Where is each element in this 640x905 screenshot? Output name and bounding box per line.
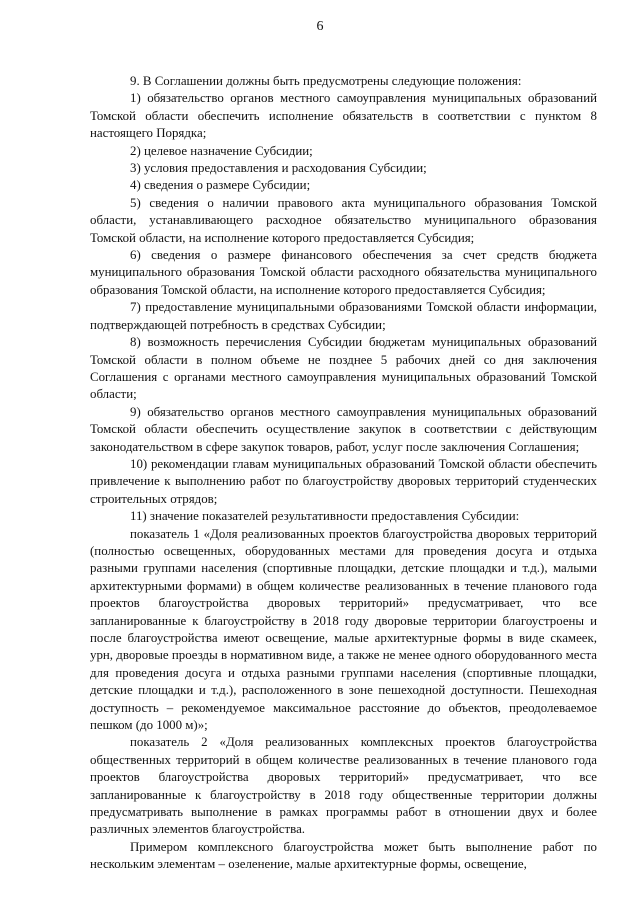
paragraph-item-8: 8) возможность перечисления Субсидии бюджетам муниципальных образований Томской области в полном объеме не позднее 5 рабочих дней со дня заключения Соглашения с органами местного самоуправления муниципальных образований Томской области; xyxy=(90,335,597,402)
paragraph-item-7: 7) предоставление муниципальными образованиями Томской области информации, подтверждающей потребность в средствах Субсидии; xyxy=(90,300,597,332)
page-number: 6 xyxy=(316,19,324,34)
paragraph-indicator-1: показатель 1 «Доля реализованных проектов благоустройства дворовых территорий (полностью освещенных, оборудованных местами для проведения досуга и отдыха разными группами населения (спортивные площадки, детские площадки и т.д.), малыми архитектурными формами) в общем количестве реализованных в течение планового года проектов благоустройства дворовых территорий» предусматривает, что все запланированные к благоустройству в 2018 году дворовые территории благоустроены и после благоустройства имеют освещение, малые архитектурные формы в виде скамеек, урн, дворовые проезды в нормативном виде, а также не менее одного оборудованного места для проведения досуга и отдыха разными группами населения (спортивные площадки, детские площадки и т.д.), расположенного в зоне пешеходной доступности. Пешеходная доступность – рекомендуемое максимальное расстояние до объектов, преодолеваемое пешком (до 1000 м)»; xyxy=(90,526,597,733)
paragraph-item-6: 6) сведения о размере финансового обеспечения за счет средств бюджета муниципального образования Томской области расходного обязательства муниципального образования Томской области, на исполнение которого предоставляется Субсидия; xyxy=(90,248,597,297)
paragraph-item-4: 4) сведения о размере Субсидии; xyxy=(130,178,311,193)
paragraph-item-9: 9) обязательство органов местного самоуправления муниципальных образований Томской области обеспечить осуществление закупок в соответствии с действующим законодательством в сфере закупок товаров, работ, услуг после заключения Соглашения; xyxy=(90,404,597,454)
paragraph-item-11: 11) значение показателей результативности предоставления Субсидии: xyxy=(130,509,520,524)
paragraph-item-2: 2) целевое назначение Субсидии; xyxy=(130,143,313,158)
paragraph-item-10: 10) рекомендации главам муниципальных образований Томской области обеспечить привлечение к выполнению работ по благоустройству дворовых территорий студенческих строительных отрядов; xyxy=(90,456,597,506)
paragraph-section-9: 9. В Соглашении должны быть предусмотрены следующие положения: xyxy=(130,74,522,88)
paragraph-item-3: 3) условия предоставления и расходования Субсидии; xyxy=(130,161,427,176)
paragraph-item-5: 5) сведения о наличии правового акта муниципального образования Томской области, устанавливающего расходное обязательство муниципального образования Томской области, на исполнение которого предоставляется Субсидия; xyxy=(90,195,597,245)
document-body xyxy=(90,73,597,874)
paragraph-indicator-2: показатель 2 «Доля реализованных комплексных проектов благоустройства общественных территорий в общем количестве реализованных в течение планового года проектов благоустройства дворовых территорий» предусматривает, что все запланированные к благоустройству в 2018 году общественные территории должны предусматривать выполнение в рамках программы работ в отношении двух и более различных элементов благоустройства. xyxy=(90,735,597,837)
paragraph-item-1: 1) обязательство органов местного самоуправления муниципальных образований Томской области обеспечить исполнение обязательств в соответствии с пунктом 8 настоящего Порядка; xyxy=(90,91,597,141)
paragraph-example: Примером комплексного благоустройства может быть выполнение работ по нескольким элементам – озеленение, малые архитектурные формы, освещение, xyxy=(90,839,597,872)
